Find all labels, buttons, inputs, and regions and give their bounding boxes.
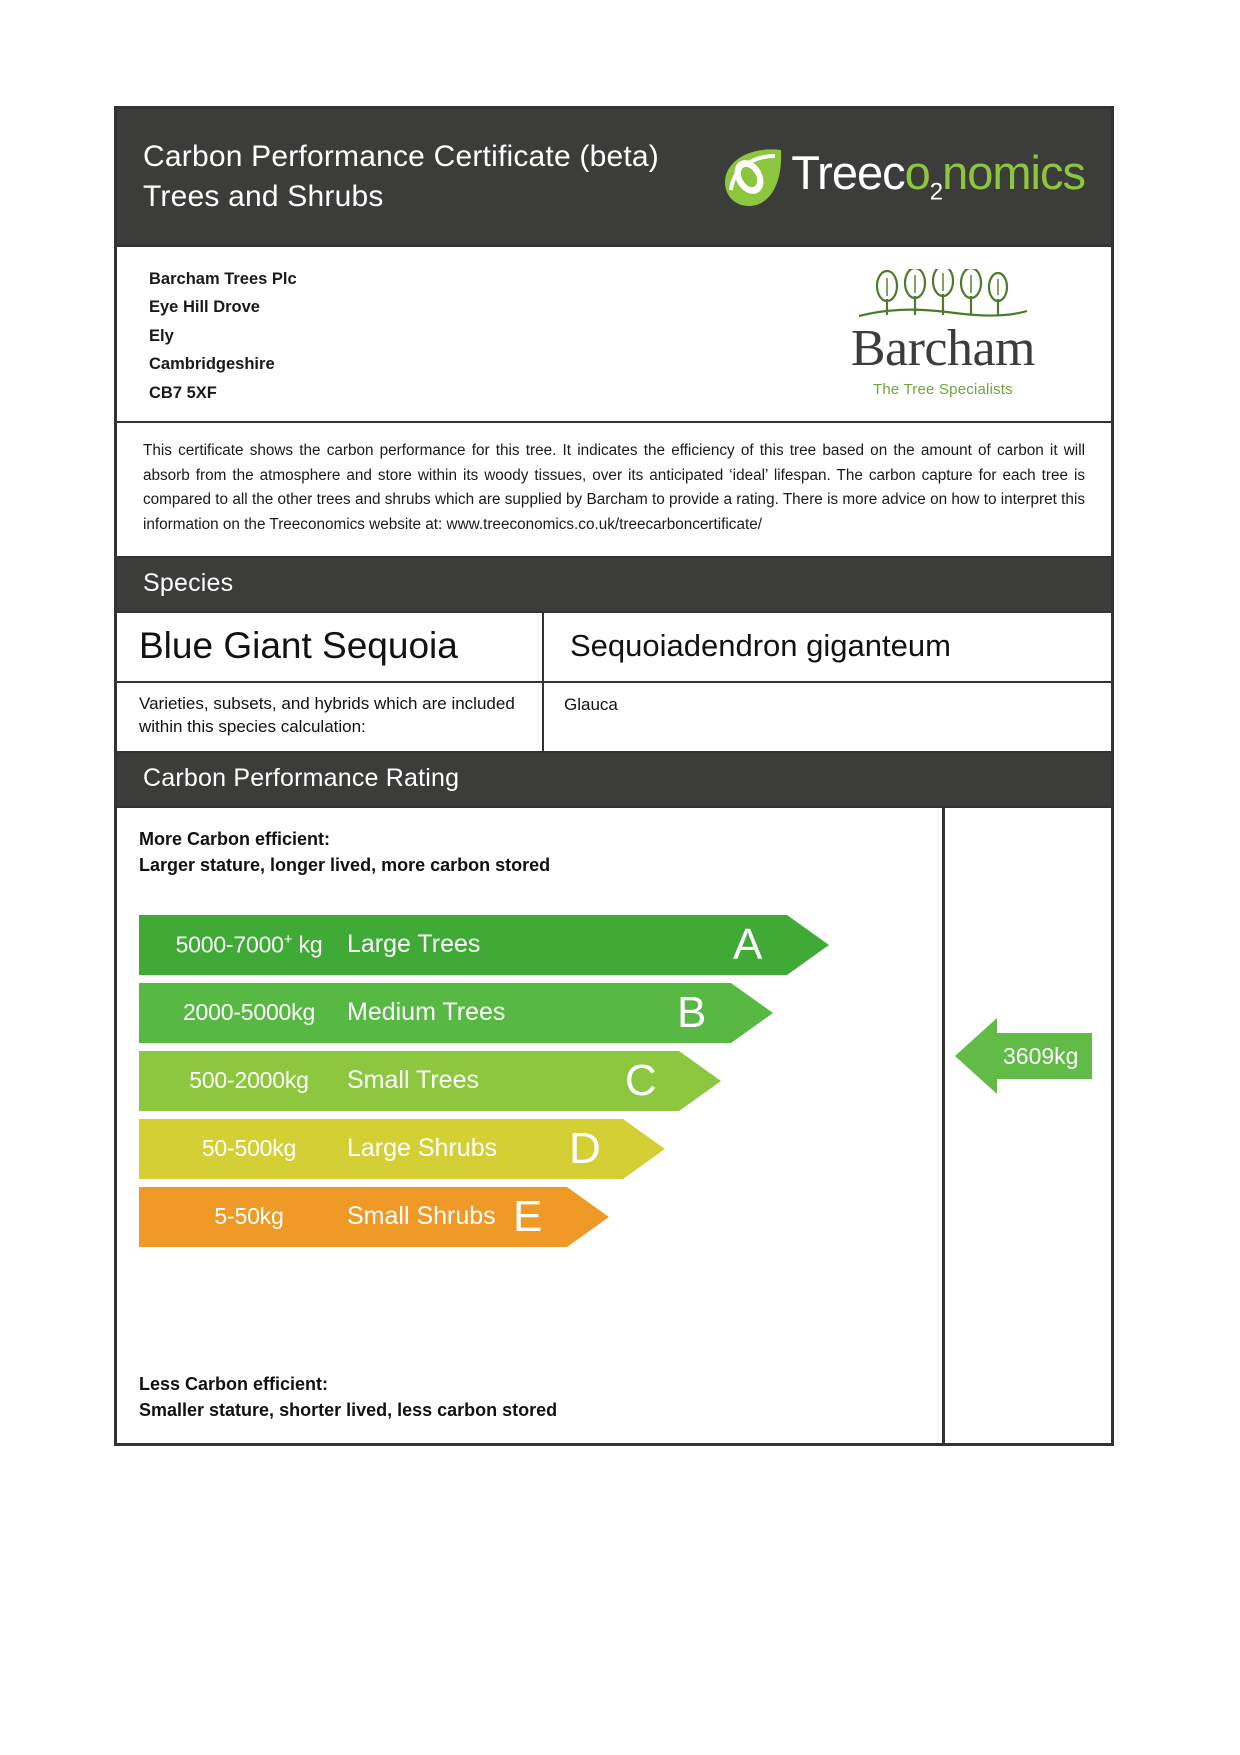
species-common-name: Blue Giant Sequoia [117, 613, 544, 682]
rating-band [139, 1187, 942, 1247]
band-letter: B [677, 987, 707, 1037]
logo-text-part1: Treec [791, 145, 905, 199]
less-efficient-line2: Smaller stature, shorter lived, less carbon stored [139, 1400, 558, 1421]
band-range: 50-500kg [201, 1135, 297, 1162]
species-names-row [117, 611, 1111, 682]
rating-result-panel [945, 808, 1111, 1443]
species-latin-name: Sequoiadendron giganteum [570, 627, 951, 663]
rating-band-list [117, 915, 942, 1247]
pointer-arrow-icon [955, 1018, 997, 1094]
band-arrow-icon [787, 915, 829, 975]
band-letter: E [513, 1191, 543, 1241]
supplier-address1: Eye Hill Drove [149, 298, 260, 317]
band-label: Large Shrubs [347, 1134, 498, 1163]
less-efficient-line1: Less Carbon efficient: [139, 1374, 329, 1395]
band-arrow-icon [731, 983, 773, 1043]
leaf-icon [719, 144, 785, 210]
band-label: Small Shrubs [347, 1202, 496, 1231]
band-arrow-icon [623, 1119, 665, 1179]
page-title-line1: Carbon Performance Certificate (beta) [143, 139, 659, 173]
species-varieties-row [117, 681, 1111, 751]
treeconomics-wordmark [791, 145, 1085, 206]
carbon-performance-certificate [114, 106, 1114, 1446]
band-letter: D [569, 1123, 601, 1173]
rating-band [139, 983, 942, 1043]
carbon-rating-chart [117, 806, 1111, 1443]
band-letter: A [733, 919, 763, 969]
band-label: Small Trees [347, 1066, 479, 1095]
band-range: 5-50kg [214, 1203, 284, 1230]
rating-section-heading: Carbon Performance Rating [117, 751, 1111, 806]
supplier-postcode: CB7 5XF [149, 383, 217, 402]
rating-band [139, 1051, 942, 1111]
page-title-line2: Trees and Shrubs [143, 179, 384, 213]
rating-band [139, 915, 942, 975]
certificate-header [117, 109, 1111, 244]
band-label: Medium Trees [347, 998, 506, 1027]
barcham-wordmark: Barcham [850, 320, 1035, 377]
barcham-tagline: The Tree Specialists [872, 381, 1013, 398]
logo-text-o: o [904, 145, 930, 199]
less-efficient-note [117, 1371, 557, 1423]
band-letter: C [625, 1055, 657, 1105]
supplier-address [149, 265, 297, 407]
barcham-logo [851, 265, 1085, 398]
band-arrow-icon [679, 1051, 721, 1111]
rating-band [139, 1119, 942, 1179]
more-efficient-line2: Larger stature, longer lived, more carbon stored [139, 855, 551, 876]
supplier-address2: Ely [149, 326, 174, 345]
supplier-name: Barcham Trees Plc [149, 270, 297, 288]
band-arrow-icon [567, 1187, 609, 1247]
treeconomics-logo [719, 144, 1085, 210]
certificate-description [117, 421, 1111, 556]
supplier-block [117, 244, 1111, 421]
logo-subscript: 2 [929, 178, 943, 206]
certificate-description-text: This certificate shows the carbon performance for this tree. It indicates the efficiency of this tree based on the amount of carbon it will absorb from the atmosphere and store within its woody tissues, over its anticipated ‘ideal’ lifespan. The carbon capture for each tree is compared to all the other trees and shrubs which are supplied by Barcham to provide a rating. There is more advice on how to interpret this information on the Treeconomics website at: www.treeconomics.co.uk/treecarboncertificate/ [143, 441, 1085, 534]
rating-bands-panel [117, 808, 945, 1443]
species-section-heading: Species [117, 556, 1111, 611]
band-range: 500-2000kg [189, 1067, 309, 1094]
more-efficient-note [117, 826, 942, 878]
band-range: 2000-5000kg [182, 999, 316, 1026]
page-title [143, 137, 659, 217]
trees-icon [851, 269, 1035, 321]
result-pointer [955, 1018, 1092, 1094]
more-efficient-line1: More Carbon efficient: [139, 829, 331, 850]
logo-text-part2: nomics [942, 145, 1085, 199]
result-value: 3609kg [997, 1033, 1092, 1079]
varieties-value: Glauca [564, 695, 618, 715]
supplier-address3: Cambridgeshire [149, 355, 275, 374]
band-range: 5000-7000+ kg [175, 930, 323, 958]
band-label: Large Trees [347, 930, 481, 959]
varieties-label: Varieties, subsets, and hybrids which are included within this species calculation: [117, 683, 544, 751]
